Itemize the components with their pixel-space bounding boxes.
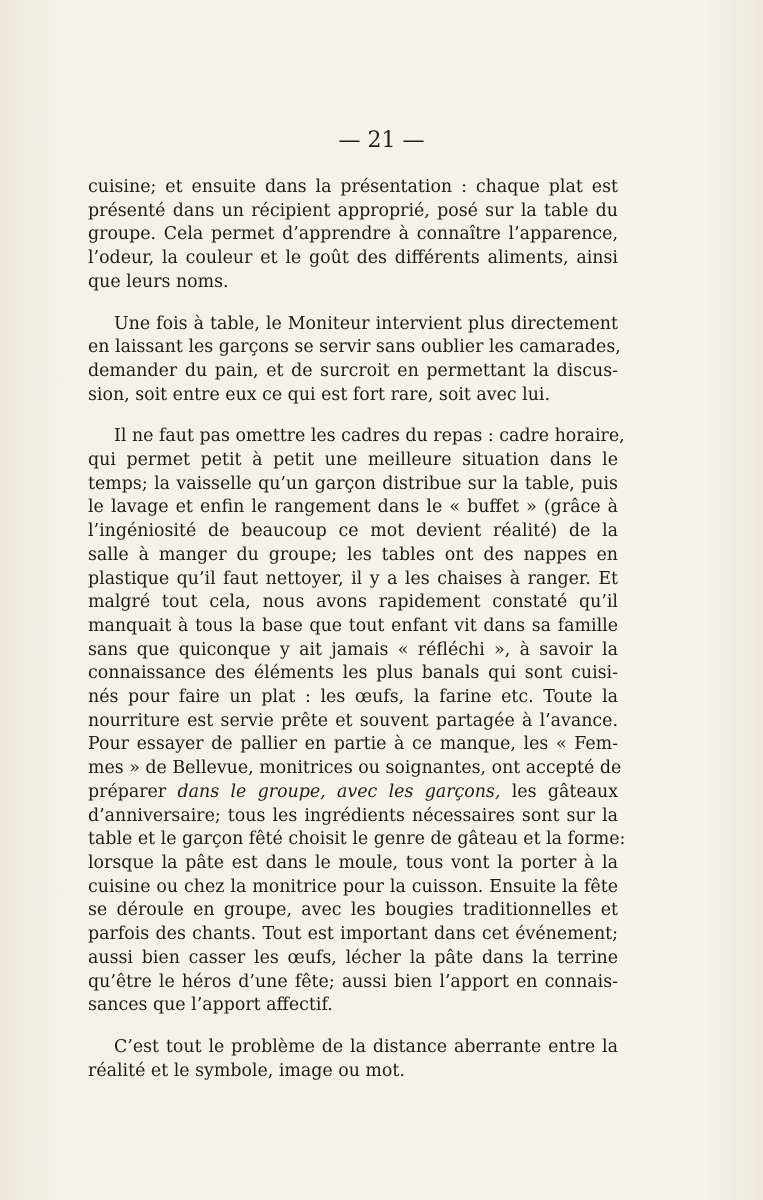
text-line: qu’être le héros d’une fête; aussi bien l’apport en connais- — [88, 971, 618, 992]
paragraph-2 — [88, 313, 621, 408]
text-line: C’est tout le problème de la distance aberrante entre la — [114, 1036, 618, 1057]
text-line: parfois des chants. Tout est important dans cet événement; — [88, 924, 618, 945]
text-line: nés pour faire un plat : les œufs, la farine etc. Toute la — [88, 687, 618, 708]
text-line: salle à manger du groupe; les tables ont des nappes en — [88, 544, 618, 565]
text-segment: préparer — [88, 781, 167, 802]
text-line: l’odeur, la couleur et le goût des différents aliments, ainsi — [88, 248, 618, 269]
text-line: se déroule en groupe, avec les bougies traditionnelles et — [88, 900, 618, 921]
text-line: le lavage et enfin le rangement dans le « buffet » (grâce à — [88, 497, 618, 518]
text-line: lorsque la pâte est dans le moule, tous vont la porter à la — [88, 852, 618, 873]
text-line: Une fois à table, le Moniteur intervient plus directement — [114, 313, 618, 334]
text-line: demander du pain, et de surcroit en permettant la discus- — [88, 360, 618, 381]
text-line: réalité et le symbole, image ou mot. — [88, 1060, 405, 1081]
text-line: l’ingéniosité de beaucoup ce mot devient réalité) de la — [88, 521, 618, 542]
text-line: d’anniversaire; tous les ingrédients nécessaires sont sur la — [88, 805, 618, 826]
text-line: manquait à tous la base que tout enfant vit dans sa famille — [88, 615, 618, 636]
page-number: — 21 — — [338, 128, 425, 153]
paragraph-4 — [88, 1036, 618, 1083]
text-line: que leurs noms. — [88, 271, 229, 292]
text-line: connaissance des éléments les plus banals qui sont cuisi- — [88, 663, 618, 684]
text-line: table et le garçon fêté choisit le genre de gâteau et la forme: — [88, 829, 626, 850]
text-line: nourriture est servie prête et souvent partagée à l’avance. — [88, 710, 618, 731]
text-line: malgré tout cela, nous avons rapidement constaté qu’il — [88, 592, 618, 613]
paragraph-3 — [88, 425, 626, 1018]
text-line: sances que l’apport affectif. — [88, 995, 333, 1016]
text-line: Il ne faut pas omettre les cadres du repas : cadre horaire, — [114, 426, 625, 447]
text-line: présenté dans un récipient approprié, posé sur la table du — [88, 200, 618, 221]
text-line: Pour essayer de pallier en partie à ce manque, les « Fem- — [88, 734, 618, 755]
body-text — [88, 176, 626, 1101]
paragraph-1 — [88, 176, 618, 295]
text-line: sans que quiconque y ait jamais « réfléchi », à savoir la — [88, 639, 618, 660]
text-line: aussi bien casser les œufs, lécher la pâte dans la terrine — [88, 947, 618, 968]
text-line: plastique qu’il faut nettoyer, il y a les chaises à ranger. Et — [88, 568, 618, 589]
text-line: mes » de Bellevue, monitrices ou soignantes, ont accepté de — [88, 758, 622, 779]
text-line: sion, soit entre eux ce qui est fort rare, soit avec lui. — [88, 384, 550, 405]
text-line: en laissant les garçons se servir sans oublier les camarades, — [88, 337, 621, 358]
text-line: groupe. Cela permet d’apprendre à connaître l’apparence, — [88, 224, 618, 245]
text-segment: les gâteaux — [511, 781, 619, 802]
text-line — [88, 781, 618, 805]
text-line: cuisine; et ensuite dans la présentation : chaque plat est — [88, 177, 618, 197]
text-line: qui permet petit à petit une meilleure situation dans le — [88, 450, 618, 471]
text-line: temps; la vaisselle qu’un garçon distribue sur la table, puis — [88, 473, 618, 494]
text-line: cuisine ou chez la monitrice pour la cuisson. Ensuite la fête — [88, 876, 618, 897]
italic-phrase: dans le groupe, avec les garçons, — [177, 781, 501, 802]
